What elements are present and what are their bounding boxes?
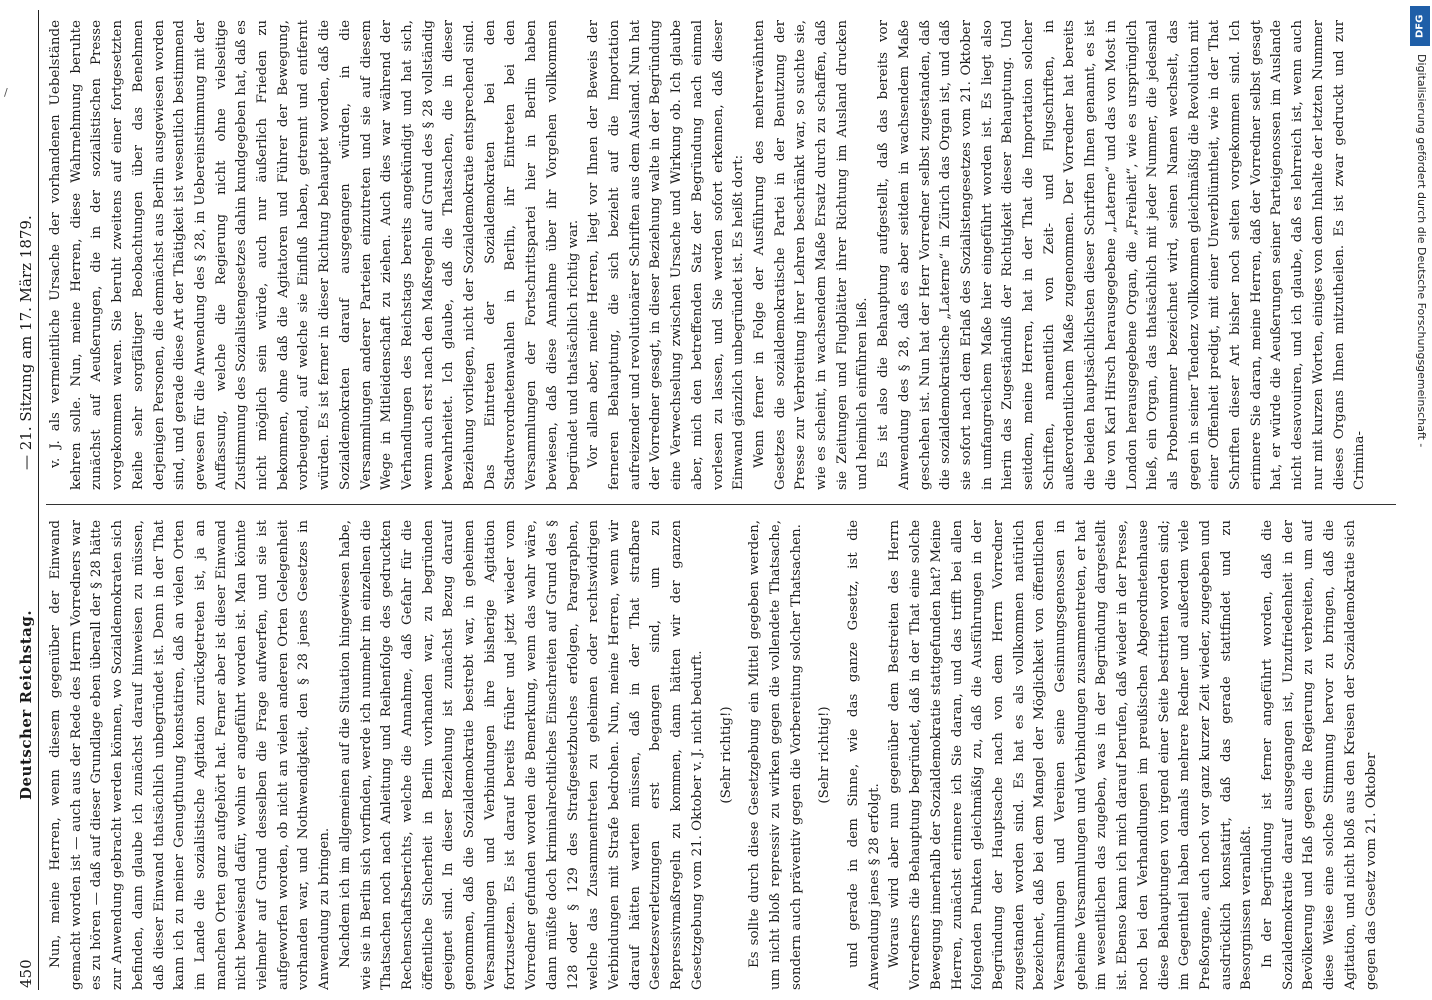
paragraph: Es ist also die Behauptung aufgestellt, daß das bereits vor Anwendung des § 28, daß es aber seitdem in wachsendem Maße geschehen ist. Nun hat der Herr Vorredner selbst zugestanden, daß die sozialdemokratische „Laterne“ in Zürich das Organ ist, und daß sie sofort nach dem Erlaß des Sozialistengesetzes vom 21. Oktober in umfangreichem Maße hier eingeführt worden ist. Es liegt also hierin das Zugeständniß der Richtigkeit dieser Behauptung. Und seitdem, meine Herren, hat in der That die Importation solcher Schriften, namentlich von Zeit- und Flugschriften, in außerordentlichem Maße zugenommen. Der Vorredner hat bereits die beiden hauptsächlichsten dieser Schriften Ihnen genannt, es ist die von Karl Hirsch herausgegebene „Laterne“ und das von Most in London herausgegebene Organ, die „Freiheit“, wie es ursprünglich hieß, ein Organ, das thatsächlich mit jeder Nummer, die jedesmal als Probenummer bezeichnet wird, seinen Namen wechselt, das gegen in seiner Tendenz vollkommen gleichmäßig die Revolution mit einer Offenheit predigt, mit einer Unverblümtheit, wie in der That Schriften dieser Art bisher noch selten vorgekommen sind. Ich erinnere Sie daran, meine Herren, daß der Vorredner selbst gesagt hat, er würde die Aeußerungen seiner Parteigenossen im Auslande nicht desavouiren, und ich glaube, daß es lehrreich ist, wenn auch nur mit kurzen Worten, einiges von dem Inhalte der letzten Nummer dieses Organs Ihnen mitzutheilen. Es ist zwar gedruckt und zur Crimina- <box>876 20 1368 490</box>
paragraph: v. J. als vermeintliche Ursache der vorhandenen Uebelstände kehren solle. Nun, meine Herren, diese Wahrnehmung beruhte zunächst auf Aeußerungen, die in der sozialistischen Presse vorgekommen waren. Sie beruht zweitens auf einer fortgesetzten Reihe sehr sorgfältiger Beobachtungen über das Benehmen derjenigen Personen, die demnächst aus Berlin ausgewiesen worden sind, und gerade diese Art der Thätigkeit ist wesentlich bestimmend gewesen für die Anwendung des § 28, in Uebereinstimmung mit der Auffassung, welche die Regierung nicht ohne vielseitige Zustimmung des Sozialistengesetzes dahin kundgegeben hat, daß es nicht möglich sein würde, auch nur äußerlich Frieden zu bekommen, ohne daß die Agitatoren und Führer der Bewegung, vorbeugend, auf welche sie Einfluß haben, getrennt und entfernt würden. Es ist ferner in dieser Richtung behauptet worden, daß die Sozialdemokraten darauf ausgegangen würden, in die Versammlungen anderer Parteien einzutreten und sie auf diesem Wege in Mitleidenschaft zu ziehen. Auch dies war während der Verhandlungen des Reichstags bereits angekündigt und hat sich, wenn auch erst nach den Maßregeln auf Grund des § 28 vollständig bewahrheitet. Ich glaube, daß die Thatsachen, die in dieser Beziehung vorliegen, nicht der Sozialdemokratie entsprechend sind. Das Eintreten der Sozialdemokraten bei den Stadtverordnetenwahlen in Berlin, ihr Eintreten bei den Versammlungen der Fortschrittspartei hier in Berlin haben bewiesen, daß diese Annahme über ihr Vorgehen vollkommen begründet und thatsächlich richtig war. <box>48 20 581 490</box>
session-date: — 21. Sitzung am 17. März 1879. <box>17 215 35 470</box>
funding-note: Digitalisierung gefördert durch die Deutsche Forschungsgemeinschaft - <box>1415 54 1428 448</box>
journal-title: Deutscher Reichstag. <box>17 609 35 800</box>
paragraph: In der Begründung ist ferner angeführt worden, daß die Sozialdemokratie darauf ausgegangen ist, Unzufriedenheit in der Bevölkerung und Haß gegen die Regierung zu verbreiten, um auf diese Weise eine solche Stimmung hervor zu bringen, daß die Agitation, und nicht bloß aus den Kreisen der Sozialdemokratie sich gegen das Gesetz vom 21. Oktober <box>1260 520 1379 990</box>
paragraph: Es sollte durch diese Gesetzgebung ein Mittel gegeben werden, um nicht bloß repressiv zu wirken gegen die vollendete Thatsache, sondern auch präventiv gegen die Vorbereitung solcher Thatsachen. <box>747 520 804 990</box>
right-column <box>46 20 1396 490</box>
scan-mark: / <box>4 86 8 99</box>
paragraph: Nun, meine Herren, wenn diesem gegenüber der Einwand gemacht worden ist — auch aus der Rede des Herrn Vorredners war es zu hören — daß auf dieser Grundlage eben überall der § 28 hätte zur Anwendung gebracht werden können, wo Sozialdemokraten sich befinden, dann glaube ich zunächst darauf hinweisen zu müssen, daß dieser Einwand thatsächlich unbegründet ist. Denn in der That kann ich zu meiner Genugthuung konstatiren, daß an vielen Orten im Lande die sozialistische Agitation zurückgetreten ist, ja an manchen Orten ganz aufgehört hat. Ferner aber ist dieser Einwand nicht beweisend dafür, wohin er angeführt worden ist. Man könnte vielmehr auf Grund desselben die Frage aufwerfen, und sie ist aufgeworfen worden, ob nicht an vielen anderen Orten Gelegenheit vorhanden war, und Nothwendigkeit, den § 28 jenes Gesetzes in Anwendung zu bringen. <box>48 520 333 990</box>
column-divider <box>46 504 1396 505</box>
rotated-page <box>10 10 1410 990</box>
paragraph: Wenn ferner in Folge der Ausführung des mehrerwähnten Gesetzes die sozialdemokratische Partei in der Benutzung der Presse zur Verbreitung ihrer Lehren beschränkt war, so suchte sie, wie es scheint, in wachsendem Maße Ersatz durch zu schaffen, daß sie Zeitungen und Flugblätter ihrer Richtung im Ausland drucken und heimlich einführen ließ. <box>751 20 871 490</box>
interjection: (Sehr richtig!) <box>817 706 833 804</box>
left-column <box>46 520 1396 990</box>
dfg-logo: DFG <box>1410 6 1430 46</box>
paragraph: Vor allem aber, meine Herren, liegt vor Ihnen der Beweis der ferneren Behauptung, die sich bezieht auf die Importation aufreizender und revolutionärer Schriften aus dem Ausland. Nun hat der Vorredner gesagt, in dieser Beziehung walte in der Begründung eine Verwechselung zwischen Ursache und Wirkung ob. Ich glaube aber, mich den betreffenden Satz der Begründung nach einmal vorlesen zu lassen, und Sie werden sofort erkennen, daß dieser Einwand gänzlich unbegründet ist. Es heißt dort: <box>586 20 747 490</box>
paragraph: Woraus wird aber nun gegenüber dem Bestreiten des Herrn Vorredners die Behauptung begründet, daß in der That eine solche Bewegung innerhalb der Sozialdemokratie stattgefunden hat? Meine Herren, zunächst erinnere ich Sie daran, und das trifft bei allen folgenden Punkten gleichmäßig zu, daß die Ausführungen in der Begründung der Hauptsache nach von dem Herrn Vorredner zugestanden worden sind. Es hat es als vollkommen natürlich bezeichnet, daß bei dem Mangel der Möglichkeit von öffentlichen Versammlungen und Vereinen seine Gesinnungsgenossen in geheime Versammlungen und Verbindungen zusammentreten, er hat im wesentlichen das zugeben, was in der Begründung dargestellt ist. Ebenso kann ich mich darauf berufen, daß wieder in der Presse, noch bei den Verhandlungen im preußischen Abgeordnetenhause diese Behauptungen von irgend einer Seite bestritten worden sind; im Gegentheil haben damals mehrere Redner und außerdem viele Preßorgane, auch noch vor ganz kurzer Zeit wieder, zugegeben und ausdrücklich konstatirt, daß das gerade stattfindet und zu Besorgnissen veranlaßt. <box>887 520 1255 990</box>
paragraph: Nachdem ich im allgemeinen auf die Situation hingewiesen habe, wie sie in Berlin sich vorfinden, werde ich nunmehr im einzelnen die Thatsachen noch nach Anleitung und Reihenfolge des gedruckten Rechenschaftsberichts, welche die Annahme, daß Gefahr für die öffentliche Sicherheit in Berlin vorhanden war, zu begründen geeignet sind. In dieser Beziehung ist zunächst Bezug darauf genommen, daß die Sozialdemokratie bestrebt war, in geheimen Versammlungen und Verbindungen ihre bisherige Agitation fortzusetzen. Es ist darauf bereits früher und jetzt wieder vom Vorredner gefunden worden die Bemerkung, wenn das wahr wäre, dann müßte doch kriminalrechtliches Einschreiten auf Grund des § 128 oder § 129 des Strafgesetzbuches erfolgen, Paragraphen, welche das Zusammentreten zu geheimen oder rechtswidrigen Verbindungen mit Strafe bedrohen. Nun, meine Herren, wenn wir darauf hätten warten müssen, daß in der That strafbare Gesetzesverletzungen erst begangen sind, um zu Repressivmaßregeln zu kommen, dann hätten wir der ganzen Gesetzgebung vom 21. Oktober v. J. nicht bedurft. <box>337 520 705 990</box>
page-number: 450 <box>17 959 35 988</box>
page-header <box>10 10 39 990</box>
paragraph: und gerade in dem Sinne, wie das ganze Gesetz, ist die Anwendung jenes § 28 erfolgt. <box>846 520 882 990</box>
text-columns <box>46 10 1396 990</box>
interjection: (Sehr richtig!) <box>718 706 734 804</box>
